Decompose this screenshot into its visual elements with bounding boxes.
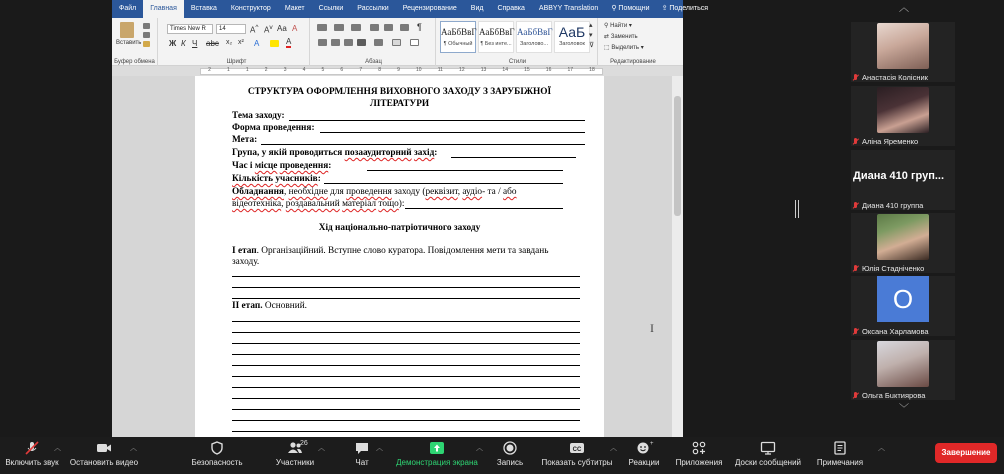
chevron-up-icon[interactable]: ︿ (376, 445, 383, 452)
toolbar-label: Показать субтитры (541, 458, 613, 467)
scrollbar-thumb[interactable] (674, 96, 681, 216)
style-sample: АаБ (558, 24, 586, 40)
participant-name (852, 264, 924, 273)
stop-video-button[interactable] (68, 437, 140, 474)
ruler-number: 13 (480, 67, 487, 73)
participant-name (852, 327, 929, 336)
blank-line (232, 409, 580, 410)
highlight-icon[interactable] (270, 40, 279, 47)
style-name: Заголовок (559, 41, 585, 47)
document-area (112, 76, 683, 437)
style-sample: АаБбВвГ (517, 27, 553, 37)
participant-name-text: Юлія Стадніченко (862, 264, 925, 273)
tab-view[interactable]: Вид (470, 5, 484, 12)
blank-line (320, 132, 585, 133)
field-equipment-line2 (232, 198, 404, 210)
text-run: матеріал (342, 199, 377, 209)
text-run: місце (254, 161, 278, 171)
blank-line (232, 398, 580, 399)
editing-label: Редактирование (610, 59, 656, 65)
participant-video (877, 23, 929, 69)
text-run: роздавальний (285, 199, 340, 209)
align-center-icon[interactable] (331, 39, 340, 46)
word-ribbon (112, 18, 683, 66)
shading-icon[interactable] (392, 39, 401, 46)
text-run: реквізит (425, 187, 458, 197)
security-button[interactable] (186, 437, 248, 474)
font-label: Шрифт (226, 59, 247, 65)
numbering-icon[interactable] (334, 24, 344, 31)
text-run: позааудиторний (344, 148, 412, 158)
font-name-select[interactable]: Times New R (167, 24, 213, 34)
change-case-icon[interactable]: Aa (277, 24, 287, 33)
text-run: або (503, 187, 517, 197)
participant-video (877, 214, 929, 260)
text-run: : (434, 148, 438, 158)
strikethrough-icon[interactable]: abc (206, 39, 219, 48)
chevron-up-icon[interactable]: ︿ (54, 445, 61, 452)
decrease-indent-icon[interactable] (370, 24, 379, 31)
blank-line (232, 287, 580, 288)
field-group (232, 147, 437, 159)
ruler-number: 17 (567, 67, 574, 73)
copy-icon[interactable] (143, 32, 150, 38)
blank-line (232, 431, 580, 432)
italic-button[interactable]: К (181, 39, 186, 48)
bullets-icon[interactable] (317, 24, 327, 31)
text-run: Група, у якій проводиться (232, 148, 345, 158)
ruler-number: 15 (524, 67, 530, 73)
participant-name (852, 391, 925, 400)
subscript-icon[interactable]: x₂ (226, 39, 233, 46)
participant-video (877, 87, 929, 133)
participant-avatar: O (877, 276, 929, 322)
participant-video (877, 341, 929, 387)
mic-muted-icon (852, 392, 859, 400)
toolbar-label: Остановить видео (69, 458, 139, 467)
clipboard-label: Буфер обмена (114, 59, 155, 65)
participant-name-text: Аліна Яременко (862, 137, 919, 146)
participant-name-text: Ольга Бuктиярова (862, 391, 926, 400)
participants-gallery (849, 0, 959, 437)
tab-file[interactable]: Файл (119, 5, 137, 12)
text-run: захід (413, 148, 435, 158)
ruler-number: 2 (264, 67, 268, 73)
style-normal[interactable] (440, 21, 476, 53)
section-title: Хід національно-патріотичного заходу (318, 223, 481, 233)
horizontal-ruler[interactable] (112, 66, 683, 76)
style-sample: АаБбВвГ (479, 27, 515, 37)
ruler-number: 1 (226, 67, 230, 73)
text-run: : (328, 161, 332, 171)
toolbar-label: Безопасность (191, 458, 243, 467)
shared-word-window (112, 0, 709, 437)
participant-tile[interactable] (851, 22, 955, 82)
blank-line (232, 420, 580, 421)
text-run: проведення (279, 161, 329, 171)
style-name: Заголово... (519, 41, 549, 47)
styles-scroll-down-icon[interactable]: ▾ (589, 32, 593, 39)
shield-icon (209, 441, 225, 455)
field-time-place (232, 160, 331, 172)
document-page[interactable] (195, 76, 604, 437)
ruler-number: 6 (340, 67, 344, 73)
blank-line (232, 332, 580, 333)
ruler-number: 12 (459, 67, 465, 73)
justify-icon[interactable] (357, 39, 366, 46)
participant-name-text: Диана 410 группа (862, 201, 924, 210)
stage1-line2: заходу. (232, 257, 260, 267)
font-size-select[interactable]: 14 (216, 24, 246, 34)
reactions-icon (636, 441, 652, 455)
blank-line (232, 343, 580, 344)
blank-line (405, 208, 563, 209)
word-ribbon-tabs (112, 0, 709, 18)
svg-text:CC: CC (572, 447, 582, 453)
ruler-number: 9 (397, 67, 400, 73)
align-right-icon[interactable] (344, 39, 353, 46)
share-screen-icon (429, 441, 445, 455)
field-form: Форма проведення: (232, 123, 315, 133)
font-color-icon[interactable]: A (286, 37, 292, 46)
ruler-number: 10 (416, 67, 422, 73)
paste-icon[interactable] (120, 22, 134, 38)
participant-tile[interactable] (851, 150, 955, 210)
increase-indent-icon[interactable] (384, 24, 393, 31)
tab-help[interactable]: Справка (497, 5, 525, 12)
ruler-number: 5 (321, 67, 325, 73)
toolbar-label: Участники (275, 458, 315, 467)
editing-group (600, 18, 666, 66)
styles-scroll-up-icon[interactable]: ▴ (589, 22, 593, 29)
apps-icon (691, 441, 707, 455)
format-painter-icon[interactable] (143, 41, 150, 47)
mic-muted-icon (24, 441, 40, 455)
toolbar-label: Демонстрация экрана (396, 458, 478, 467)
pilcrow-icon[interactable]: ¶ (417, 22, 422, 32)
participant-name-text: Оксана Харламова (862, 327, 929, 336)
toolbar-label: Чат (355, 458, 369, 467)
blank-line (451, 157, 576, 158)
panel-resize-handle[interactable] (795, 200, 799, 218)
text-run: ): (398, 199, 405, 209)
style-title[interactable] (554, 21, 590, 53)
chevron-up-icon[interactable]: ︿ (878, 445, 885, 452)
shrink-font-icon[interactable]: $A^v$ (264, 24, 273, 35)
toolbar-label: Запись (496, 458, 524, 467)
tab-layout[interactable]: Макет (284, 5, 305, 12)
tell-me-label: Помощни (618, 5, 650, 12)
find-button[interactable]: ⚲ Найти ▾ (604, 23, 632, 29)
chat-button[interactable] (346, 437, 383, 474)
text-run: , (281, 199, 286, 209)
text-run: Обладнання (232, 187, 284, 197)
select-button[interactable]: ⬚ Выделить ▾ (604, 45, 644, 51)
text-run: Основний. (262, 301, 308, 311)
blank-line (324, 183, 563, 184)
paragraph-label: Абзац (365, 59, 382, 65)
chevron-up-icon[interactable]: ︿ (130, 445, 137, 452)
styles-group (438, 18, 598, 66)
gallery-down-arrow-icon[interactable]: ﹀ (899, 404, 909, 415)
participant-tile[interactable] (851, 276, 955, 336)
vertical-scrollbar[interactable] (672, 76, 683, 437)
ruler-number: 2 (208, 67, 211, 73)
blank-line (367, 170, 563, 171)
unmute-button[interactable] (2, 437, 62, 474)
toolbar-label: Доски сообщений (734, 458, 801, 467)
ruler-number: 1 (245, 67, 249, 73)
blank-line (232, 365, 580, 366)
style-name: ¶ Без инте... (480, 41, 512, 47)
style-name: ¶ Обычный (443, 41, 473, 47)
styles-label: Стили (508, 59, 527, 65)
ruler-number: 16 (545, 67, 552, 73)
participants-count: 26 (300, 440, 308, 447)
text-run: учасників (275, 174, 318, 184)
toolbar-label: Реакции (628, 458, 660, 467)
ruler-number: 11 (437, 67, 443, 73)
record-icon (502, 441, 518, 455)
paste-button[interactable]: Вставить (116, 40, 142, 46)
chat-icon (354, 441, 370, 455)
stage2-line (232, 300, 307, 312)
text-run: : (317, 174, 321, 184)
multilevel-list-icon[interactable] (351, 24, 361, 31)
tab-mailings[interactable]: Рассылки (357, 5, 389, 12)
field-goal: Мета: (232, 135, 258, 145)
text-effects-icon[interactable]: A (254, 39, 260, 48)
text-run: Кількість (232, 174, 274, 184)
borders-icon[interactable] (410, 39, 419, 46)
field-participants-count (232, 173, 321, 185)
ruler-number: 18 (589, 67, 595, 73)
whiteboard-icon (760, 441, 776, 455)
style-no-spacing[interactable] (478, 21, 514, 53)
participant-tile[interactable] (851, 86, 955, 146)
replace-button[interactable]: ⇄ Заменить (604, 34, 638, 40)
text-run: аудіо (462, 187, 483, 197)
ruler-number: 3 (283, 67, 287, 73)
share-button[interactable]: ⇪ Поделиться (661, 5, 709, 12)
apps-button[interactable] (674, 437, 724, 474)
tab-home[interactable]: Главная (143, 0, 184, 18)
field-equipment-line1 (232, 186, 517, 198)
mic-muted-icon (852, 74, 859, 82)
video-icon (96, 441, 112, 455)
superscript-icon[interactable]: x² (238, 39, 244, 46)
text-cursor-icon: I (650, 321, 654, 335)
mic-muted-icon (852, 202, 859, 210)
notes-icon (832, 441, 848, 455)
toolbar-label: Включить звук (5, 458, 59, 467)
blank-line (232, 298, 580, 299)
blank-line (232, 376, 580, 377)
participants-button[interactable] (264, 437, 326, 474)
doc-title-line2: ЛІТЕРАТУРИ (369, 99, 430, 109)
participant-display-name: Диана 410 груп... (853, 170, 945, 182)
mic-muted-icon (852, 138, 859, 146)
gallery-up-arrow-icon[interactable]: ︿ (899, 3, 909, 14)
blank-line (232, 276, 580, 277)
participant-name (852, 201, 923, 210)
record-button[interactable] (494, 437, 526, 474)
cc-icon (569, 441, 585, 455)
text-run: І етап (232, 246, 257, 256)
stage1-line1 (232, 245, 548, 257)
participant-tile[interactable] (851, 340, 955, 400)
ruler-number: 8 (378, 67, 381, 73)
tab-review[interactable]: Рецензирование (402, 5, 457, 12)
ruler-numbers (200, 67, 603, 73)
end-meeting-button[interactable]: Завершение (935, 443, 997, 463)
share-label: Поделиться (669, 5, 709, 12)
cut-icon[interactable] (143, 23, 150, 29)
chevron-up-icon[interactable]: ︿ (610, 445, 617, 452)
reactions-button[interactable] (626, 437, 662, 474)
text-run: ІІ етап. (232, 301, 263, 311)
blank-line (232, 387, 580, 388)
clear-format-icon[interactable]: A (292, 24, 298, 33)
toolbar-label: Приложения (675, 458, 723, 467)
chevron-up-icon[interactable]: ︿ (476, 445, 483, 452)
align-left-icon[interactable] (318, 39, 327, 46)
participant-tile[interactable] (851, 213, 955, 273)
tab-abbyy[interactable]: ABBYY Translation (538, 5, 599, 12)
ruler-number: 7 (359, 67, 363, 73)
field-topic: Тема заходу: (232, 111, 285, 121)
bold-button[interactable]: Ж (169, 39, 177, 48)
select-label: Выделить (611, 45, 640, 51)
tab-design[interactable]: Конструктор (230, 5, 271, 12)
share-screen-button[interactable] (394, 437, 483, 474)
ruler-number: 14 (502, 67, 508, 73)
chevron-up-icon[interactable]: ︿ (318, 445, 325, 452)
text-run: - та / (482, 187, 504, 197)
text-run: Час і (232, 161, 255, 171)
mic-muted-icon (852, 328, 859, 336)
style-sample: АаБбВвГ (441, 27, 477, 37)
blank-line (261, 144, 585, 145)
notes-button[interactable] (812, 437, 885, 474)
participant-name-text: Анастасія Колісник (862, 73, 928, 82)
tab-insert[interactable]: Вставка (190, 5, 217, 12)
blank-line (289, 120, 585, 121)
tell-me-search[interactable]: ⚲ Помощни (611, 5, 650, 12)
clipboard-group (112, 18, 158, 66)
grow-font-icon[interactable]: A^ (250, 24, 259, 35)
text-run: , (283, 187, 289, 197)
sort-icon[interactable] (400, 24, 409, 31)
participant-name (852, 137, 918, 146)
underline-button[interactable]: Ч (192, 39, 198, 48)
font-group (164, 18, 310, 66)
tab-references[interactable]: Ссылки (318, 5, 344, 12)
participant-name (852, 73, 928, 82)
meeting-toolbar (0, 437, 1004, 474)
text-run: проведення (346, 187, 392, 197)
text-run: тощо (378, 199, 399, 209)
whiteboards-button[interactable] (734, 437, 802, 474)
text-run: заходу ( (391, 187, 426, 197)
text-run: для (327, 187, 347, 197)
text-run: відеотехніка (232, 199, 282, 209)
ruler-number: 4 (302, 67, 306, 73)
text-run: , (457, 187, 463, 197)
show-captions-button[interactable] (540, 437, 617, 474)
style-heading-1[interactable] (516, 21, 552, 53)
toolbar-label: Примечания (816, 458, 864, 467)
text-run: . Організаційний. Вступне слово куратора. Повідомлення мети та завдань (256, 246, 549, 256)
find-label: Найти (610, 23, 628, 29)
replace-label: Заменить (610, 34, 638, 40)
text-run: необхідне (288, 187, 328, 197)
blank-line (232, 354, 580, 355)
doc-title-line1: СТРУКТУРА ОФОРМЛЕННЯ ВИХОВНОГО ЗАХОДУ З ЗАРУБІЖНОЇ (247, 87, 552, 97)
blank-line (232, 321, 580, 322)
paragraph-group (312, 18, 436, 66)
styles-more-icon[interactable]: ⊽ (589, 42, 595, 49)
svg-text:+: + (650, 441, 654, 447)
mic-muted-icon (852, 265, 859, 273)
line-spacing-icon[interactable] (374, 39, 383, 46)
